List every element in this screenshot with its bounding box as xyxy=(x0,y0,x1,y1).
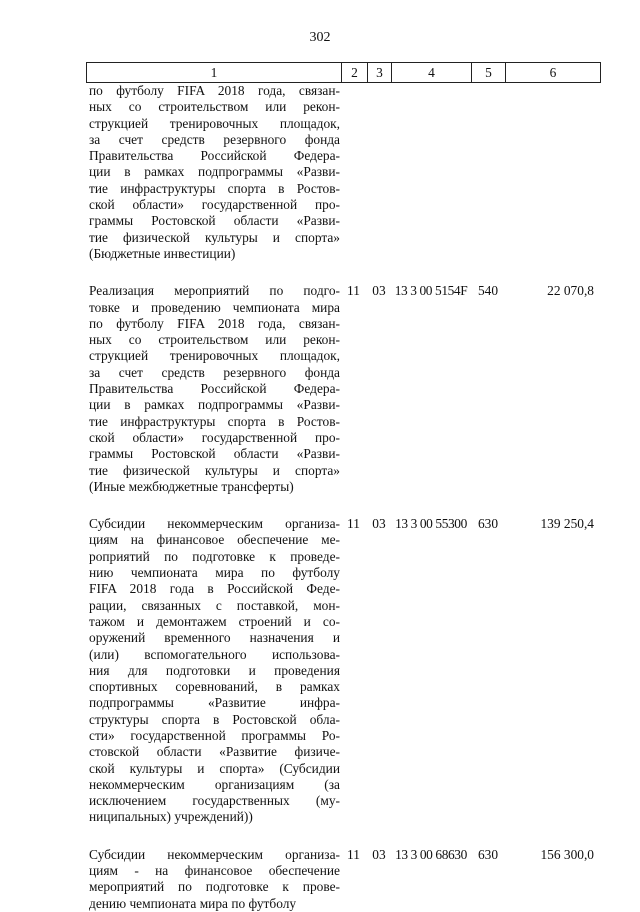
description-line: Субсидии некоммерческим организа- xyxy=(89,846,340,862)
description-line: ния для подготовки и проведения xyxy=(89,662,340,678)
description-line: Субсидии некоммерческим организа- xyxy=(89,516,340,532)
description-line: оружений временного назначения и xyxy=(89,630,340,646)
description-line: по футболу FIFA 2018 года, связан- xyxy=(89,83,340,98)
description-line: Правительства Российской Федера- xyxy=(89,148,340,164)
target-article-code xyxy=(391,83,471,262)
subsection-code: 03 xyxy=(372,516,386,532)
description-line: тие инфраструктуры спорта в Ростов- xyxy=(89,413,340,429)
description-line: циям - на финансовое обеспечение xyxy=(89,863,340,879)
description-line: некоммерческим организациям (за xyxy=(89,776,340,792)
description-line: сти» государственной программы Ро- xyxy=(89,727,340,743)
description-line: ных со строительством или рекон- xyxy=(89,99,340,115)
table-header xyxy=(86,62,601,83)
row-description xyxy=(86,847,340,912)
target-article-code: 13 3 00 68630 xyxy=(395,846,467,862)
amount: 22 070,8 xyxy=(547,283,594,299)
description-line: нию чемпионата мира по футболу xyxy=(89,565,340,581)
description-line: тие физической культуры и спорта» xyxy=(89,229,340,245)
description-line: тажом и демонтажем строений и со- xyxy=(89,613,340,629)
target-article-code: 13 3 00 55300 xyxy=(395,516,467,532)
table-row xyxy=(86,516,599,826)
description-line: ской области» государственной про- xyxy=(89,197,340,213)
header-col-2: 2 xyxy=(342,63,368,82)
description-line: FIFA 2018 года в Российской Феде- xyxy=(89,581,340,597)
description-line: циям на финансовое обеспечение ме- xyxy=(89,532,340,548)
description-line: исключением государственных (му- xyxy=(89,793,340,809)
description-line: роприятий по подготовке к проведе- xyxy=(89,548,340,564)
description-line: тие инфраструктуры спорта в Ростов- xyxy=(89,180,340,196)
description-line: ской области» государственной про- xyxy=(89,429,340,445)
expense-type-code xyxy=(471,83,505,262)
description-line: ской культуры и спорта» (Субсидии xyxy=(89,760,340,776)
description-line: граммы Ростовской области «Разви- xyxy=(89,213,340,229)
description-line: ных со строительством или рекон- xyxy=(89,332,340,348)
description-line: Реализация мероприятий по подго- xyxy=(89,283,340,299)
subsection-code: 03 xyxy=(372,283,386,299)
expense-type-code: 630 xyxy=(477,846,499,862)
amount: 156 300,0 xyxy=(540,846,594,862)
description-line: товке и проведению чемпионата мира xyxy=(89,299,340,315)
section-code: 11 xyxy=(347,516,360,532)
description-line: за счет средств резервного фонда xyxy=(89,364,340,380)
description-line: за счет средств резервного фонда xyxy=(89,131,340,147)
description-line: ции в рамках подпрограммы «Разви- xyxy=(89,164,340,180)
header-col-6: 6 xyxy=(549,65,557,80)
description-line: подпрограммы «Развитие инфра- xyxy=(89,695,340,711)
page-number: 302 xyxy=(309,30,331,45)
target-article-code: 13 3 00 5154F xyxy=(394,283,468,299)
row-gap xyxy=(86,826,599,847)
description-line: рации, связанных с поставкой, мон- xyxy=(89,597,340,613)
amount xyxy=(505,83,599,262)
table-row xyxy=(86,83,599,262)
description-line: стовской области «Развитие физиче- xyxy=(89,744,340,760)
row-description xyxy=(86,83,340,262)
description-line: (или) вспомогательного использова- xyxy=(89,646,340,662)
section-code: 11 xyxy=(347,283,360,299)
amount: 139 250,4 xyxy=(540,516,594,532)
description-line: ции в рамках подпрограммы «Разви- xyxy=(89,397,340,413)
expense-type-code: 630 xyxy=(477,516,499,532)
row-description xyxy=(86,516,340,826)
subsection-code xyxy=(367,83,391,262)
row-gap xyxy=(86,495,599,516)
description-line: тие физической культуры и спорта» xyxy=(89,462,340,478)
description-line: по футболу FIFA 2018 года, связан- xyxy=(89,315,340,331)
description-line: дению чемпионата мира по футболу xyxy=(89,895,297,911)
section-code: 11 xyxy=(347,846,360,862)
description-line: граммы Ростовской области «Разви- xyxy=(89,446,340,462)
expense-type-code: 540 xyxy=(477,283,499,299)
description-line: ниципальных) учреждений)) xyxy=(89,809,253,825)
header-col-4: 4 xyxy=(392,63,472,82)
header-col-5: 5 xyxy=(472,63,506,82)
description-line: (Иные межбюджетные трансферты) xyxy=(89,478,294,494)
description-line: мероприятий по подготовке к прове- xyxy=(89,879,340,895)
header-col-1: 1 xyxy=(87,63,342,82)
table-row xyxy=(86,283,599,495)
table-row xyxy=(86,847,599,912)
table-body xyxy=(86,83,599,912)
section-code xyxy=(340,83,367,262)
description-line: Правительства Российской Федера- xyxy=(89,381,340,397)
subsection-code: 03 xyxy=(372,846,386,862)
description-line: струкцией тренировочных площадок, xyxy=(89,115,340,131)
header-col-3: 3 xyxy=(368,63,392,82)
description-line: структуры спорта в Ростовской обла- xyxy=(89,711,340,727)
row-description xyxy=(86,283,340,495)
description-line: струкцией тренировочных площадок, xyxy=(89,348,340,364)
description-line: (Бюджетные инвестиции) xyxy=(89,245,236,261)
row-gap xyxy=(86,262,599,283)
description-line: спортивных соревнований, в рамках xyxy=(89,679,340,695)
